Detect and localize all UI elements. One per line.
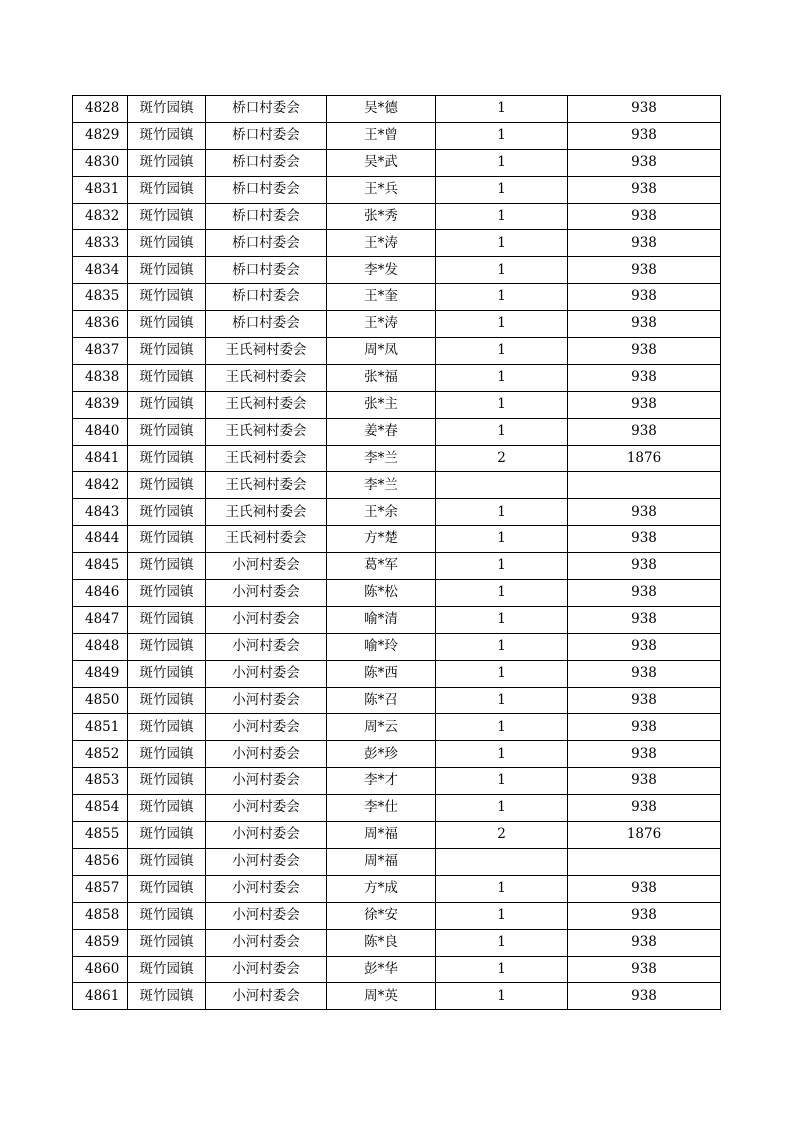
person-name-cell: 李*兰 — [327, 445, 436, 472]
person-name-cell: 喻*玲 — [327, 633, 436, 660]
amount-cell: 1876 — [568, 822, 721, 849]
person-name-cell: 王*涛 — [327, 311, 436, 338]
town-cell: 斑竹园镇 — [128, 176, 206, 203]
town-cell: 斑竹园镇 — [128, 311, 206, 338]
person-name-cell: 周*福 — [327, 848, 436, 875]
serial-number-cell: 4845 — [73, 553, 128, 580]
count-cell: 1 — [436, 741, 568, 768]
village-committee-cell: 桥口村委会 — [206, 284, 327, 311]
village-committee-cell: 桥口村委会 — [206, 122, 327, 149]
amount-cell: 938 — [568, 338, 721, 365]
serial-number-cell: 4840 — [73, 418, 128, 445]
village-committee-cell: 小河村委会 — [206, 687, 327, 714]
count-cell: 1 — [436, 714, 568, 741]
town-cell: 斑竹园镇 — [128, 875, 206, 902]
amount-cell: 938 — [568, 983, 721, 1010]
table-row — [73, 580, 721, 607]
table-body — [73, 96, 721, 1010]
village-committee-cell: 小河村委会 — [206, 714, 327, 741]
table-row — [73, 96, 721, 123]
serial-number-cell: 4854 — [73, 795, 128, 822]
count-cell: 1 — [436, 418, 568, 445]
person-name-cell: 陈*召 — [327, 687, 436, 714]
village-committee-cell: 王氏祠村委会 — [206, 364, 327, 391]
table-row — [73, 176, 721, 203]
count-cell: 1 — [436, 795, 568, 822]
table-row — [73, 445, 721, 472]
amount-cell: 938 — [568, 284, 721, 311]
table-row — [73, 714, 721, 741]
town-cell: 斑竹园镇 — [128, 795, 206, 822]
amount-cell: 938 — [568, 526, 721, 553]
count-cell: 1 — [436, 633, 568, 660]
amount-cell: 938 — [568, 203, 721, 230]
table-row — [73, 418, 721, 445]
count-cell: 1 — [436, 311, 568, 338]
village-committee-cell: 王氏祠村委会 — [206, 418, 327, 445]
amount-cell: 938 — [568, 122, 721, 149]
count-cell: 1 — [436, 606, 568, 633]
village-committee-cell: 小河村委会 — [206, 606, 327, 633]
person-name-cell: 张*主 — [327, 391, 436, 418]
village-committee-cell: 王氏祠村委会 — [206, 472, 327, 499]
serial-number-cell: 4860 — [73, 956, 128, 983]
serial-number-cell: 4848 — [73, 633, 128, 660]
count-cell: 1 — [436, 391, 568, 418]
count-cell — [436, 472, 568, 499]
person-name-cell: 姜*春 — [327, 418, 436, 445]
table-row — [73, 848, 721, 875]
amount-cell: 938 — [568, 176, 721, 203]
count-cell: 1 — [436, 203, 568, 230]
village-committee-cell: 桥口村委会 — [206, 203, 327, 230]
person-name-cell: 周*英 — [327, 983, 436, 1010]
serial-number-cell: 4857 — [73, 875, 128, 902]
person-name-cell: 吴*德 — [327, 96, 436, 123]
amount-cell: 938 — [568, 418, 721, 445]
person-name-cell: 王*兵 — [327, 176, 436, 203]
town-cell: 斑竹园镇 — [128, 956, 206, 983]
table-row — [73, 203, 721, 230]
person-name-cell: 李*兰 — [327, 472, 436, 499]
table-row — [73, 257, 721, 284]
count-cell: 1 — [436, 768, 568, 795]
village-committee-cell: 小河村委会 — [206, 553, 327, 580]
town-cell: 斑竹园镇 — [128, 149, 206, 176]
person-name-cell: 张*秀 — [327, 203, 436, 230]
serial-number-cell: 4859 — [73, 929, 128, 956]
village-committee-cell: 王氏祠村委会 — [206, 445, 327, 472]
amount-cell: 938 — [568, 633, 721, 660]
serial-number-cell: 4852 — [73, 741, 128, 768]
count-cell: 1 — [436, 983, 568, 1010]
amount-cell: 938 — [568, 714, 721, 741]
town-cell: 斑竹园镇 — [128, 660, 206, 687]
table-row — [73, 687, 721, 714]
town-cell: 斑竹园镇 — [128, 526, 206, 553]
count-cell: 1 — [436, 660, 568, 687]
town-cell: 斑竹园镇 — [128, 284, 206, 311]
serial-number-cell: 4834 — [73, 257, 128, 284]
table-row — [73, 875, 721, 902]
town-cell: 斑竹园镇 — [128, 364, 206, 391]
serial-number-cell: 4842 — [73, 472, 128, 499]
person-name-cell: 张*福 — [327, 364, 436, 391]
amount-cell: 938 — [568, 230, 721, 257]
town-cell: 斑竹园镇 — [128, 257, 206, 284]
serial-number-cell: 4850 — [73, 687, 128, 714]
table-row — [73, 499, 721, 526]
person-name-cell: 李*发 — [327, 257, 436, 284]
person-name-cell: 王*涛 — [327, 230, 436, 257]
town-cell: 斑竹园镇 — [128, 929, 206, 956]
amount-cell — [568, 848, 721, 875]
count-cell: 1 — [436, 96, 568, 123]
serial-number-cell: 4851 — [73, 714, 128, 741]
count-cell: 2 — [436, 822, 568, 849]
person-name-cell: 方*成 — [327, 875, 436, 902]
amount-cell: 938 — [568, 553, 721, 580]
table-row — [73, 795, 721, 822]
amount-cell: 938 — [568, 606, 721, 633]
count-cell: 1 — [436, 284, 568, 311]
serial-number-cell: 4844 — [73, 526, 128, 553]
village-committee-cell: 小河村委会 — [206, 741, 327, 768]
count-cell: 1 — [436, 364, 568, 391]
serial-number-cell: 4836 — [73, 311, 128, 338]
table-row — [73, 956, 721, 983]
table-row — [73, 391, 721, 418]
table-row — [73, 526, 721, 553]
town-cell: 斑竹园镇 — [128, 848, 206, 875]
amount-cell: 938 — [568, 660, 721, 687]
village-committee-cell: 小河村委会 — [206, 929, 327, 956]
person-name-cell: 王*奎 — [327, 284, 436, 311]
person-name-cell: 陈*西 — [327, 660, 436, 687]
count-cell — [436, 848, 568, 875]
table-row — [73, 364, 721, 391]
town-cell: 斑竹园镇 — [128, 122, 206, 149]
town-cell: 斑竹园镇 — [128, 445, 206, 472]
table-row — [73, 311, 721, 338]
village-committee-cell: 桥口村委会 — [206, 311, 327, 338]
town-cell: 斑竹园镇 — [128, 902, 206, 929]
serial-number-cell: 4835 — [73, 284, 128, 311]
village-committee-cell: 小河村委会 — [206, 956, 327, 983]
amount-cell: 938 — [568, 499, 721, 526]
amount-cell — [568, 472, 721, 499]
amount-cell: 938 — [568, 311, 721, 338]
person-name-cell: 方*楚 — [327, 526, 436, 553]
village-committee-cell: 王氏祠村委会 — [206, 338, 327, 365]
amount-cell: 938 — [568, 580, 721, 607]
serial-number-cell: 4856 — [73, 848, 128, 875]
person-name-cell: 陈*良 — [327, 929, 436, 956]
table-row — [73, 633, 721, 660]
count-cell: 1 — [436, 122, 568, 149]
table-row — [73, 929, 721, 956]
town-cell: 斑竹园镇 — [128, 499, 206, 526]
amount-cell: 938 — [568, 875, 721, 902]
village-committee-cell: 王氏祠村委会 — [206, 526, 327, 553]
town-cell: 斑竹园镇 — [128, 768, 206, 795]
serial-number-cell: 4829 — [73, 122, 128, 149]
town-cell: 斑竹园镇 — [128, 741, 206, 768]
person-name-cell: 彭*珍 — [327, 741, 436, 768]
town-cell: 斑竹园镇 — [128, 553, 206, 580]
serial-number-cell: 4843 — [73, 499, 128, 526]
amount-cell: 938 — [568, 768, 721, 795]
town-cell: 斑竹园镇 — [128, 203, 206, 230]
serial-number-cell: 4833 — [73, 230, 128, 257]
person-name-cell: 周*云 — [327, 714, 436, 741]
serial-number-cell: 4830 — [73, 149, 128, 176]
amount-cell: 938 — [568, 391, 721, 418]
table-row — [73, 149, 721, 176]
town-cell: 斑竹园镇 — [128, 418, 206, 445]
table-row — [73, 338, 721, 365]
serial-number-cell: 4837 — [73, 338, 128, 365]
town-cell: 斑竹园镇 — [128, 96, 206, 123]
serial-number-cell: 4846 — [73, 580, 128, 607]
town-cell: 斑竹园镇 — [128, 472, 206, 499]
village-committee-cell: 桥口村委会 — [206, 230, 327, 257]
table-row — [73, 741, 721, 768]
count-cell: 2 — [436, 445, 568, 472]
person-name-cell: 彭*华 — [327, 956, 436, 983]
table-row — [73, 122, 721, 149]
village-committee-cell: 桥口村委会 — [206, 257, 327, 284]
town-cell: 斑竹园镇 — [128, 983, 206, 1010]
village-committee-cell: 小河村委会 — [206, 875, 327, 902]
serial-number-cell: 4861 — [73, 983, 128, 1010]
amount-cell: 938 — [568, 96, 721, 123]
town-cell: 斑竹园镇 — [128, 687, 206, 714]
village-committee-cell: 桥口村委会 — [206, 96, 327, 123]
village-committee-cell: 小河村委会 — [206, 633, 327, 660]
town-cell: 斑竹园镇 — [128, 633, 206, 660]
person-name-cell: 徐*安 — [327, 902, 436, 929]
count-cell: 1 — [436, 149, 568, 176]
village-committee-cell: 桥口村委会 — [206, 176, 327, 203]
serial-number-cell: 4839 — [73, 391, 128, 418]
count-cell: 1 — [436, 875, 568, 902]
village-committee-cell: 小河村委会 — [206, 902, 327, 929]
serial-number-cell: 4849 — [73, 660, 128, 687]
village-committee-cell: 小河村委会 — [206, 822, 327, 849]
amount-cell: 1876 — [568, 445, 721, 472]
table-row — [73, 553, 721, 580]
table-row — [73, 472, 721, 499]
person-name-cell: 周*福 — [327, 822, 436, 849]
count-cell: 1 — [436, 499, 568, 526]
village-committee-cell: 小河村委会 — [206, 580, 327, 607]
person-name-cell: 喻*清 — [327, 606, 436, 633]
table-row — [73, 284, 721, 311]
count-cell: 1 — [436, 929, 568, 956]
village-committee-cell: 王氏祠村委会 — [206, 391, 327, 418]
serial-number-cell: 4832 — [73, 203, 128, 230]
amount-cell: 938 — [568, 956, 721, 983]
serial-number-cell: 4838 — [73, 364, 128, 391]
serial-number-cell: 4828 — [73, 96, 128, 123]
serial-number-cell: 4831 — [73, 176, 128, 203]
amount-cell: 938 — [568, 902, 721, 929]
amount-cell: 938 — [568, 257, 721, 284]
amount-cell: 938 — [568, 149, 721, 176]
person-name-cell: 李*才 — [327, 768, 436, 795]
person-name-cell: 吴*武 — [327, 149, 436, 176]
serial-number-cell: 4841 — [73, 445, 128, 472]
amount-cell: 938 — [568, 687, 721, 714]
village-committee-cell: 小河村委会 — [206, 768, 327, 795]
town-cell: 斑竹园镇 — [128, 606, 206, 633]
village-committee-cell: 王氏祠村委会 — [206, 499, 327, 526]
town-cell: 斑竹园镇 — [128, 338, 206, 365]
person-name-cell: 葛*军 — [327, 553, 436, 580]
count-cell: 1 — [436, 230, 568, 257]
count-cell: 1 — [436, 902, 568, 929]
town-cell: 斑竹园镇 — [128, 391, 206, 418]
village-committee-cell: 小河村委会 — [206, 660, 327, 687]
amount-cell: 938 — [568, 795, 721, 822]
table-row — [73, 230, 721, 257]
town-cell: 斑竹园镇 — [128, 714, 206, 741]
table-row — [73, 822, 721, 849]
count-cell: 1 — [436, 687, 568, 714]
person-name-cell: 陈*松 — [327, 580, 436, 607]
person-name-cell: 王*余 — [327, 499, 436, 526]
person-name-cell: 李*仕 — [327, 795, 436, 822]
count-cell: 1 — [436, 580, 568, 607]
town-cell: 斑竹园镇 — [128, 580, 206, 607]
person-name-cell: 周*凤 — [327, 338, 436, 365]
table-row — [73, 983, 721, 1010]
recipient-table — [72, 95, 721, 1010]
amount-cell: 938 — [568, 929, 721, 956]
serial-number-cell: 4855 — [73, 822, 128, 849]
count-cell: 1 — [436, 176, 568, 203]
count-cell: 1 — [436, 338, 568, 365]
serial-number-cell: 4853 — [73, 768, 128, 795]
table-row — [73, 902, 721, 929]
table-row — [73, 606, 721, 633]
serial-number-cell: 4847 — [73, 606, 128, 633]
amount-cell: 938 — [568, 364, 721, 391]
village-committee-cell: 小河村委会 — [206, 795, 327, 822]
table-row — [73, 660, 721, 687]
town-cell: 斑竹园镇 — [128, 230, 206, 257]
town-cell: 斑竹园镇 — [128, 822, 206, 849]
serial-number-cell: 4858 — [73, 902, 128, 929]
amount-cell: 938 — [568, 741, 721, 768]
count-cell: 1 — [436, 526, 568, 553]
count-cell: 1 — [436, 956, 568, 983]
person-name-cell: 王*曾 — [327, 122, 436, 149]
count-cell: 1 — [436, 553, 568, 580]
count-cell: 1 — [436, 257, 568, 284]
village-committee-cell: 小河村委会 — [206, 848, 327, 875]
table-row — [73, 768, 721, 795]
village-committee-cell: 桥口村委会 — [206, 149, 327, 176]
village-committee-cell: 小河村委会 — [206, 983, 327, 1010]
